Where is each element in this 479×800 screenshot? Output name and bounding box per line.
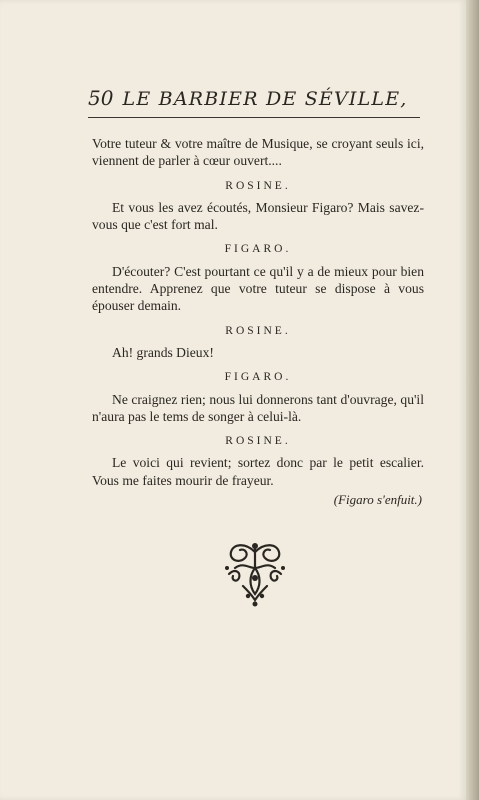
header-rule [88, 117, 420, 118]
fleuron-ornament-icon [215, 538, 295, 608]
dialogue-line: D'écouter? C'est pourtant ce qu'il y a de mieux pour bien entendre. Apprenez que votre tuteur se dispose à vous épouser demain. [92, 263, 424, 314]
book-spine [466, 0, 479, 800]
dialogue-line: Ah! grands Dieux! [112, 344, 214, 360]
speaker-name: FIGARO. [224, 243, 292, 256]
dialogue-line: Ne craignez rien; nous lui donnerons tant d'ouvrage, qu'il n'aura pas le tems de songer à celui-là. [92, 391, 424, 424]
running-title: LE BARBIER DE SÉVILLE, [122, 88, 408, 110]
dialogue-line: Le voici qui revient; sortez donc par le petit escalier. Vous me faites mourir de frayeur. [92, 455, 424, 488]
speaker-name: ROSINE. [225, 435, 291, 448]
page-number: 50 [88, 86, 114, 110]
dialogue-line: Et vous les avez écoutés, Monsieur Figaro? Mais savez-vous que c'est fort mal. [92, 199, 424, 233]
stage-direction: (Figaro s'enfuit.) [333, 492, 422, 508]
speaker-name: ROSINE. [225, 324, 291, 337]
speaker-name: ROSINE. [225, 179, 291, 192]
dialogue-line: Votre tuteur & votre maître de Musique, se croyant seuls ici, viennent de parler à cœur ouvert.... [92, 136, 424, 169]
speaker-name: FIGARO. [224, 371, 292, 384]
dialogue-text [92, 135, 424, 508]
page-header [88, 86, 422, 110]
